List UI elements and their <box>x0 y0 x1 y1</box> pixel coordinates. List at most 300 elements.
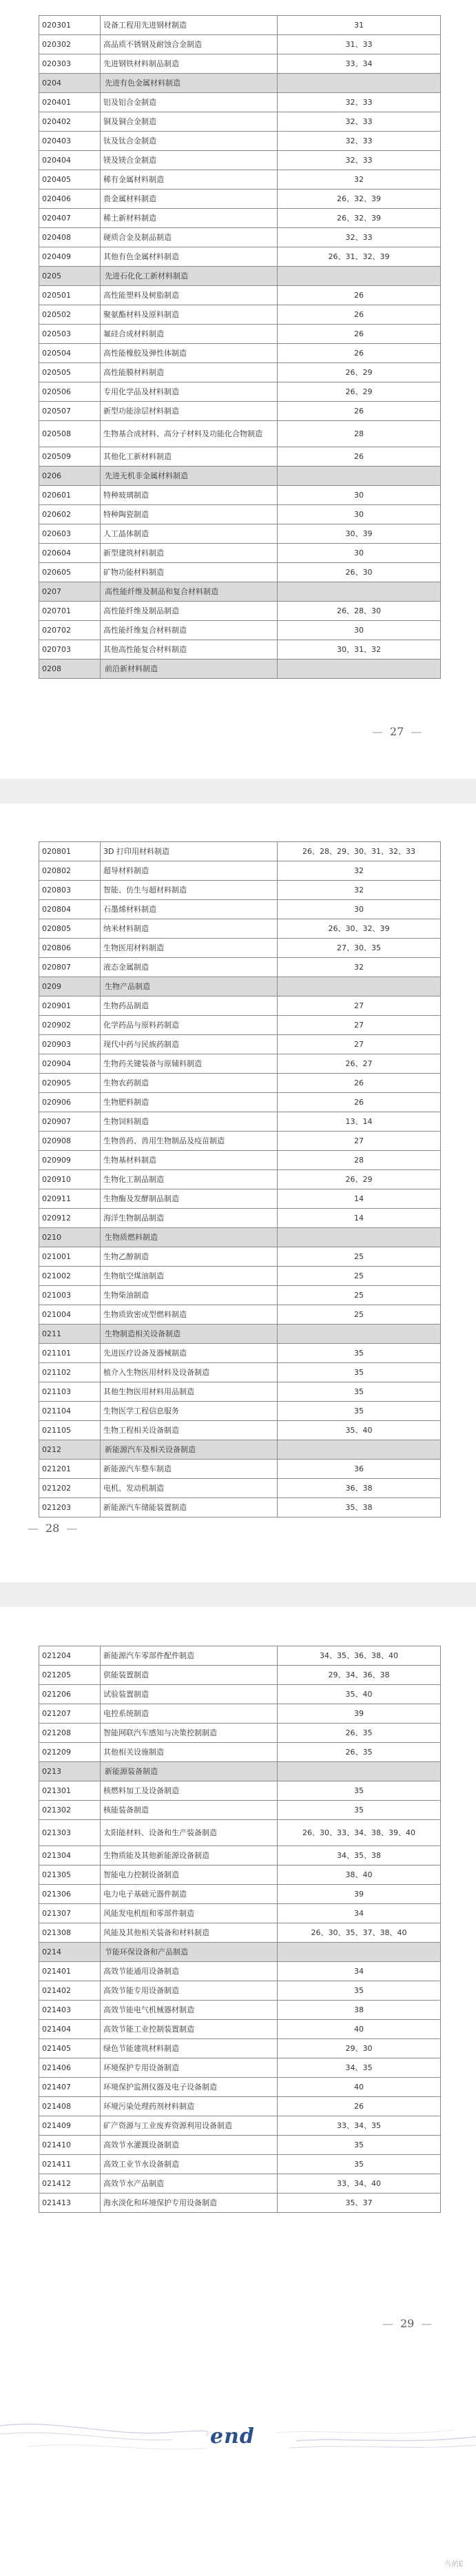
ref-cell: 35 <box>278 1363 441 1382</box>
name-cell: 3D 打印用材料制造 <box>101 842 278 861</box>
table-row <box>39 247 441 267</box>
category-table-page-28 <box>39 841 441 1517</box>
ref-cell: 26、35 <box>278 1724 441 1743</box>
name-cell: 其他高性能复合材料制造 <box>101 640 278 660</box>
table-row <box>39 1247 441 1267</box>
ref-cell: 26 <box>278 1074 441 1093</box>
section-row <box>39 267 441 286</box>
name-cell: 现代中药与民族药制造 <box>101 1035 278 1054</box>
name-cell: 智能、仿生与超材料制造 <box>101 881 278 900</box>
ref-cell: 35 <box>278 2155 441 2174</box>
ref-cell: 34、35 <box>278 2058 441 2078</box>
name-cell: 生物化工制品制造 <box>101 1170 278 1189</box>
ref-cell: 26、27 <box>278 1054 441 1074</box>
table-row <box>39 2194 441 2213</box>
table-row <box>39 1479 441 1498</box>
document-page-28 <box>0 804 476 1582</box>
table-row <box>39 861 441 881</box>
table-row <box>39 2155 441 2174</box>
table-row <box>39 900 441 919</box>
code-cell: 020405 <box>39 170 101 190</box>
name-cell: 生物基合成材料、高分子材料及功能化合物制造 <box>101 421 278 447</box>
page-number-29: — 29 — <box>382 2317 433 2330</box>
ref-cell: 27 <box>278 1132 441 1151</box>
table-row <box>39 996 441 1016</box>
code-cell: 020802 <box>39 861 101 881</box>
name-cell: 稀土新材料制造 <box>101 209 278 228</box>
table-row <box>39 190 441 209</box>
name-cell: 其他相关设施制造 <box>101 1743 278 1762</box>
name-cell: 石墨烯材料制造 <box>101 900 278 919</box>
ref-cell: 14 <box>278 1189 441 1209</box>
table-row <box>39 402 441 421</box>
table-row <box>39 1151 441 1170</box>
name-cell: 先进医疗设备及器械制造 <box>101 1344 278 1363</box>
code-cell: 021308 <box>39 1923 101 1943</box>
ref-cell: 34 <box>278 1962 441 1981</box>
table-row <box>39 881 441 900</box>
code-cell: 021401 <box>39 1962 101 1981</box>
code-cell: 020504 <box>39 344 101 363</box>
table-row <box>39 2001 441 2020</box>
table-row <box>39 1093 441 1112</box>
ref-cell: 13、14 <box>278 1112 441 1132</box>
table-row <box>39 1460 441 1479</box>
code-cell: 021403 <box>39 2001 101 2020</box>
table-row <box>39 421 441 447</box>
name-cell: 生物航空煤油制造 <box>101 1267 278 1286</box>
table-row <box>39 363 441 382</box>
name-cell: 风能发电机组和零部件制造 <box>101 1904 278 1923</box>
table-row <box>39 344 441 363</box>
code-cell: 020502 <box>39 305 101 325</box>
name-cell: 矿物功能材料制造 <box>101 563 278 582</box>
table-row <box>39 1267 441 1286</box>
code-cell: 020601 <box>39 486 101 505</box>
table-row <box>39 939 441 958</box>
name-cell: 环境污染处理药剂材料制造 <box>101 2097 278 2116</box>
code-cell: 020604 <box>39 544 101 563</box>
code-cell: 020803 <box>39 881 101 900</box>
code-cell: 020605 <box>39 563 101 582</box>
table-row <box>39 1781 441 1801</box>
ref-cell: 29、34、36、38 <box>278 1666 441 1685</box>
ref-cell: 26 <box>278 402 441 421</box>
code-cell: 0211 <box>39 1325 101 1344</box>
code-cell: 021411 <box>39 2155 101 2174</box>
ref-cell: 26、29 <box>278 363 441 382</box>
ref-cell: 35 <box>278 2136 441 2155</box>
name-cell: 铜及铜合金制造 <box>101 112 278 132</box>
name-cell: 生物肥料制造 <box>101 1093 278 1112</box>
code-cell: 021104 <box>39 1402 101 1421</box>
section-row <box>39 1762 441 1781</box>
code-cell: 020905 <box>39 1074 101 1093</box>
code-cell: 020301 <box>39 16 101 35</box>
name-cell: 新型建筑材料制造 <box>101 544 278 563</box>
name-cell: 高性能纤维及制品和复合材料制造 <box>101 582 278 602</box>
table-row <box>39 1344 441 1363</box>
name-cell: 新能源装备制造 <box>101 1762 278 1781</box>
ref-cell: 32、33 <box>278 132 441 151</box>
name-cell: 生物工程相关设备制造 <box>101 1421 278 1440</box>
table-row <box>39 2039 441 2058</box>
name-cell: 新能源汽车及相关设备制造 <box>101 1440 278 1460</box>
code-cell: 020801 <box>39 842 101 861</box>
category-table-page-27 <box>39 15 441 679</box>
ref-cell <box>278 1440 441 1460</box>
ref-cell: 26、30 <box>278 563 441 582</box>
ref-cell <box>278 1762 441 1781</box>
code-cell: 020603 <box>39 524 101 544</box>
code-cell: 021201 <box>39 1460 101 1479</box>
name-cell: 生物药关键装备与原辅料制造 <box>101 1054 278 1074</box>
ref-cell: 35 <box>278 1801 441 1820</box>
table-row <box>39 1189 441 1209</box>
ref-cell: 26 <box>278 305 441 325</box>
name-cell: 特种玻璃制造 <box>101 486 278 505</box>
name-cell: 生物柴油制造 <box>101 1286 278 1305</box>
name-cell: 核燃料加工及设备制造 <box>101 1781 278 1801</box>
ref-cell: 34、35、36、38、40 <box>278 1646 441 1666</box>
code-cell: 021404 <box>39 2020 101 2039</box>
code-cell: 0214 <box>39 1943 101 1962</box>
table-row <box>39 621 441 640</box>
ref-cell: 26、30、33、34、38、39、40 <box>278 1820 441 1846</box>
code-cell: 020701 <box>39 602 101 621</box>
code-cell: 021408 <box>39 2097 101 2116</box>
ref-cell <box>278 1943 441 1962</box>
ref-cell <box>278 267 441 286</box>
code-cell: 020909 <box>39 1151 101 1170</box>
table-row <box>39 2078 441 2097</box>
code-cell: 0208 <box>39 660 101 679</box>
code-cell: 021101 <box>39 1344 101 1363</box>
ref-cell: 26、30、32、39 <box>278 919 441 939</box>
ref-cell: 30 <box>278 544 441 563</box>
ref-cell: 33、34 <box>278 54 441 74</box>
ref-cell: 32、33 <box>278 228 441 247</box>
ref-cell: 30 <box>278 486 441 505</box>
ref-cell: 35、40 <box>278 1421 441 1440</box>
ref-cell: 35、37 <box>278 2194 441 2213</box>
page-number-28: — 28 — <box>28 1522 78 1535</box>
name-cell: 稀有金属材料制造 <box>101 170 278 190</box>
table-row <box>39 1685 441 1704</box>
code-cell: 0207 <box>39 582 101 602</box>
ref-cell: 31 <box>278 16 441 35</box>
ref-cell: 25 <box>278 1247 441 1267</box>
table-row <box>39 1132 441 1151</box>
table-row <box>39 1286 441 1305</box>
ref-cell: 29、30 <box>278 2039 441 2058</box>
ref-cell <box>278 1325 441 1344</box>
code-cell: 021407 <box>39 2078 101 2097</box>
ref-cell: 33、34、35 <box>278 2116 441 2136</box>
name-cell: 矿产资源与工业废弃资源利用设备制造 <box>101 2116 278 2136</box>
name-cell: 海洋生物制品制造 <box>101 1209 278 1228</box>
name-cell: 先进有色金属材料制造 <box>101 74 278 93</box>
table-row <box>39 93 441 112</box>
name-cell: 前沿新材料制造 <box>101 660 278 679</box>
name-cell: 其他化工新材料制造 <box>101 447 278 467</box>
code-cell: 0204 <box>39 74 101 93</box>
ref-cell: 26、30、35、37、38、40 <box>278 1923 441 1943</box>
table-row <box>39 1421 441 1440</box>
name-cell: 节能环保设备和产品制造 <box>101 1943 278 1962</box>
code-cell: 020401 <box>39 93 101 112</box>
name-cell: 生物酶及发酵制品制造 <box>101 1189 278 1209</box>
name-cell: 先进无机非金属材料制造 <box>101 467 278 486</box>
watermark-brand: 当前E <box>444 2559 464 2568</box>
code-cell: 021001 <box>39 1247 101 1267</box>
name-cell: 硬质合金及制品制造 <box>101 228 278 247</box>
code-cell: 020902 <box>39 1016 101 1035</box>
name-cell: 海水淡化和环境保护专用设备制造 <box>101 2194 278 2213</box>
ref-cell: 25 <box>278 1286 441 1305</box>
name-cell: 生物质能及其他新能源设备制造 <box>101 1846 278 1865</box>
code-cell: 020908 <box>39 1132 101 1151</box>
code-cell: 020804 <box>39 900 101 919</box>
code-cell: 021306 <box>39 1885 101 1904</box>
page-number-27: — 27 — <box>372 725 422 738</box>
name-cell: 新能源汽车储能装置制造 <box>101 1498 278 1517</box>
table-row <box>39 2174 441 2194</box>
code-cell: 021206 <box>39 1685 101 1704</box>
name-cell: 生物医学工程信息服务 <box>101 1402 278 1421</box>
table-row <box>39 170 441 190</box>
table-row <box>39 1498 441 1517</box>
name-cell: 新型功能涂层材料制造 <box>101 402 278 421</box>
name-cell: 超导材料制造 <box>101 861 278 881</box>
code-cell: 0212 <box>39 1440 101 1460</box>
table-row <box>39 1962 441 1981</box>
code-cell: 020406 <box>39 190 101 209</box>
table-row <box>39 2136 441 2155</box>
name-cell: 生物质燃料制造 <box>101 1228 278 1247</box>
code-cell: 021307 <box>39 1904 101 1923</box>
ref-cell: 40 <box>278 2078 441 2097</box>
name-cell: 供能装置制造 <box>101 1666 278 1685</box>
table-row <box>39 1170 441 1189</box>
section-row <box>39 74 441 93</box>
code-cell: 021410 <box>39 2136 101 2155</box>
end-mark: end <box>210 2424 255 2449</box>
name-cell: 钛及钛合金制造 <box>101 132 278 151</box>
section-row <box>39 977 441 996</box>
ref-cell: 26、31、32、39 <box>278 247 441 267</box>
table-row <box>39 35 441 54</box>
code-cell: 020507 <box>39 402 101 421</box>
name-cell: 镁及镁合金制造 <box>101 151 278 170</box>
name-cell: 试验装置制造 <box>101 1685 278 1704</box>
table-row <box>39 1704 441 1724</box>
ref-cell: 26、35 <box>278 1743 441 1762</box>
name-cell: 环境保护监测仪器及电子设备制造 <box>101 2078 278 2097</box>
section-row <box>39 1325 441 1344</box>
name-cell: 高性能膜材料制造 <box>101 363 278 382</box>
table-row <box>39 1363 441 1382</box>
name-cell: 生物饲料制造 <box>101 1112 278 1132</box>
ref-cell: 35 <box>278 1344 441 1363</box>
ref-cell: 30 <box>278 505 441 524</box>
name-cell: 液态金属制造 <box>101 958 278 977</box>
name-cell: 生物质致密成型燃料制造 <box>101 1305 278 1325</box>
ref-cell <box>278 660 441 679</box>
name-cell: 高效工业节水设备制造 <box>101 2155 278 2174</box>
ref-cell: 35、40 <box>278 1685 441 1704</box>
table-row <box>39 1865 441 1885</box>
end-banner <box>0 2398 476 2502</box>
name-cell: 生物制造相关设备制造 <box>101 1325 278 1344</box>
page-gap <box>0 779 476 804</box>
code-cell: 020806 <box>39 939 101 958</box>
ref-cell: 28 <box>278 1151 441 1170</box>
ref-cell: 27、30、35 <box>278 939 441 958</box>
table-row <box>39 2020 441 2039</box>
name-cell: 生物医用材料制造 <box>101 939 278 958</box>
table-row <box>39 486 441 505</box>
code-cell: 021203 <box>39 1498 101 1517</box>
table-row <box>39 1801 441 1820</box>
ref-cell: 25 <box>278 1305 441 1325</box>
table-row <box>39 1885 441 1904</box>
name-cell: 新能源汽车整车制造 <box>101 1460 278 1479</box>
name-cell: 设备工程用先进钢材制造 <box>101 16 278 35</box>
table-row <box>39 524 441 544</box>
name-cell: 生物药品制造 <box>101 996 278 1016</box>
name-cell: 其他有色金属材料制造 <box>101 247 278 267</box>
table-row <box>39 228 441 247</box>
code-cell: 020402 <box>39 112 101 132</box>
name-cell: 高效节能通用设备制造 <box>101 1962 278 1981</box>
code-cell: 020912 <box>39 1209 101 1228</box>
name-cell: 高品质不锈钢及耐蚀合金制造 <box>101 35 278 54</box>
name-cell: 特种陶瓷制造 <box>101 505 278 524</box>
table-row <box>39 958 441 977</box>
code-cell: 020907 <box>39 1112 101 1132</box>
name-cell: 生物农药制造 <box>101 1074 278 1093</box>
table-row <box>39 1402 441 1421</box>
table-row <box>39 563 441 582</box>
ref-cell: 40 <box>278 2020 441 2039</box>
code-cell: 020903 <box>39 1035 101 1054</box>
table-row <box>39 151 441 170</box>
ref-cell: 26 <box>278 1093 441 1112</box>
code-cell: 021205 <box>39 1666 101 1685</box>
table-row <box>39 505 441 524</box>
name-cell: 电力电子基础元器件制造 <box>101 1885 278 1904</box>
ref-cell: 35 <box>278 1382 441 1402</box>
name-cell: 氟硅合成材料制造 <box>101 325 278 344</box>
ref-cell: 32、33 <box>278 93 441 112</box>
code-cell: 021303 <box>39 1820 101 1846</box>
code-cell: 020910 <box>39 1170 101 1189</box>
ref-cell: 26、32、39 <box>278 190 441 209</box>
code-cell: 020904 <box>39 1054 101 1074</box>
table-row <box>39 132 441 151</box>
ref-cell: 26 <box>278 325 441 344</box>
code-cell: 020404 <box>39 151 101 170</box>
code-cell: 021405 <box>39 2039 101 2058</box>
table-row <box>39 1646 441 1666</box>
table-row <box>39 842 441 861</box>
name-cell: 风能及其他相关装备和材料制造 <box>101 1923 278 1943</box>
code-cell: 020506 <box>39 382 101 402</box>
table-row <box>39 1743 441 1762</box>
ref-cell: 26、32、39 <box>278 209 441 228</box>
table-row <box>39 382 441 402</box>
name-cell: 生物产品制造 <box>101 977 278 996</box>
ref-cell: 26、28、29、30、31、32、33 <box>278 842 441 861</box>
name-cell: 高效节水产品制造 <box>101 2174 278 2194</box>
name-cell: 铝及铝合金制造 <box>101 93 278 112</box>
ref-cell: 39 <box>278 1885 441 1904</box>
code-cell: 021402 <box>39 1981 101 2001</box>
name-cell: 高性能纤维及制品制造 <box>101 602 278 621</box>
code-cell: 021412 <box>39 2174 101 2194</box>
ref-cell: 30 <box>278 621 441 640</box>
code-cell: 021301 <box>39 1781 101 1801</box>
code-cell: 021209 <box>39 1743 101 1762</box>
name-cell: 高性能橡胶及弹性体制造 <box>101 344 278 363</box>
table-row <box>39 640 441 660</box>
table-row <box>39 2116 441 2136</box>
category-table-page-29 <box>39 1646 441 2213</box>
name-cell: 智能电力控制设备制造 <box>101 1865 278 1885</box>
section-row <box>39 660 441 679</box>
table-row <box>39 305 441 325</box>
ref-cell: 14 <box>278 1209 441 1228</box>
table-row <box>39 1305 441 1325</box>
code-cell: 020805 <box>39 919 101 939</box>
table-row <box>39 1666 441 1685</box>
ref-cell: 36 <box>278 1460 441 1479</box>
section-row <box>39 1943 441 1962</box>
ref-cell: 32 <box>278 170 441 190</box>
ref-cell <box>278 1228 441 1247</box>
code-cell: 021208 <box>39 1724 101 1743</box>
table-row <box>39 1981 441 2001</box>
name-cell: 专用化学品及材料制造 <box>101 382 278 402</box>
name-cell: 化学药品与原料药制造 <box>101 1016 278 1035</box>
ref-cell <box>278 977 441 996</box>
section-row <box>39 1440 441 1460</box>
table-row <box>39 602 441 621</box>
ref-cell: 27 <box>278 1035 441 1054</box>
code-cell: 020408 <box>39 228 101 247</box>
code-cell: 021204 <box>39 1646 101 1666</box>
ref-cell: 26 <box>278 344 441 363</box>
name-cell: 其他生物医用材料用品制造 <box>101 1382 278 1402</box>
code-cell: 021305 <box>39 1865 101 1885</box>
code-cell: 020503 <box>39 325 101 344</box>
table-row <box>39 1209 441 1228</box>
name-cell: 先进石化化工新材料制造 <box>101 267 278 286</box>
code-cell: 021003 <box>39 1286 101 1305</box>
ref-cell: 35、38 <box>278 1498 441 1517</box>
name-cell: 环境保护专用设备制造 <box>101 2058 278 2078</box>
table-row <box>39 1016 441 1035</box>
ref-cell: 26、29 <box>278 1170 441 1189</box>
code-cell: 0210 <box>39 1228 101 1247</box>
section-row <box>39 1228 441 1247</box>
code-cell: 021304 <box>39 1846 101 1865</box>
code-cell: 020501 <box>39 286 101 305</box>
name-cell: 高性能塑料及树脂制造 <box>101 286 278 305</box>
ref-cell: 36、38 <box>278 1479 441 1498</box>
ref-cell <box>278 467 441 486</box>
